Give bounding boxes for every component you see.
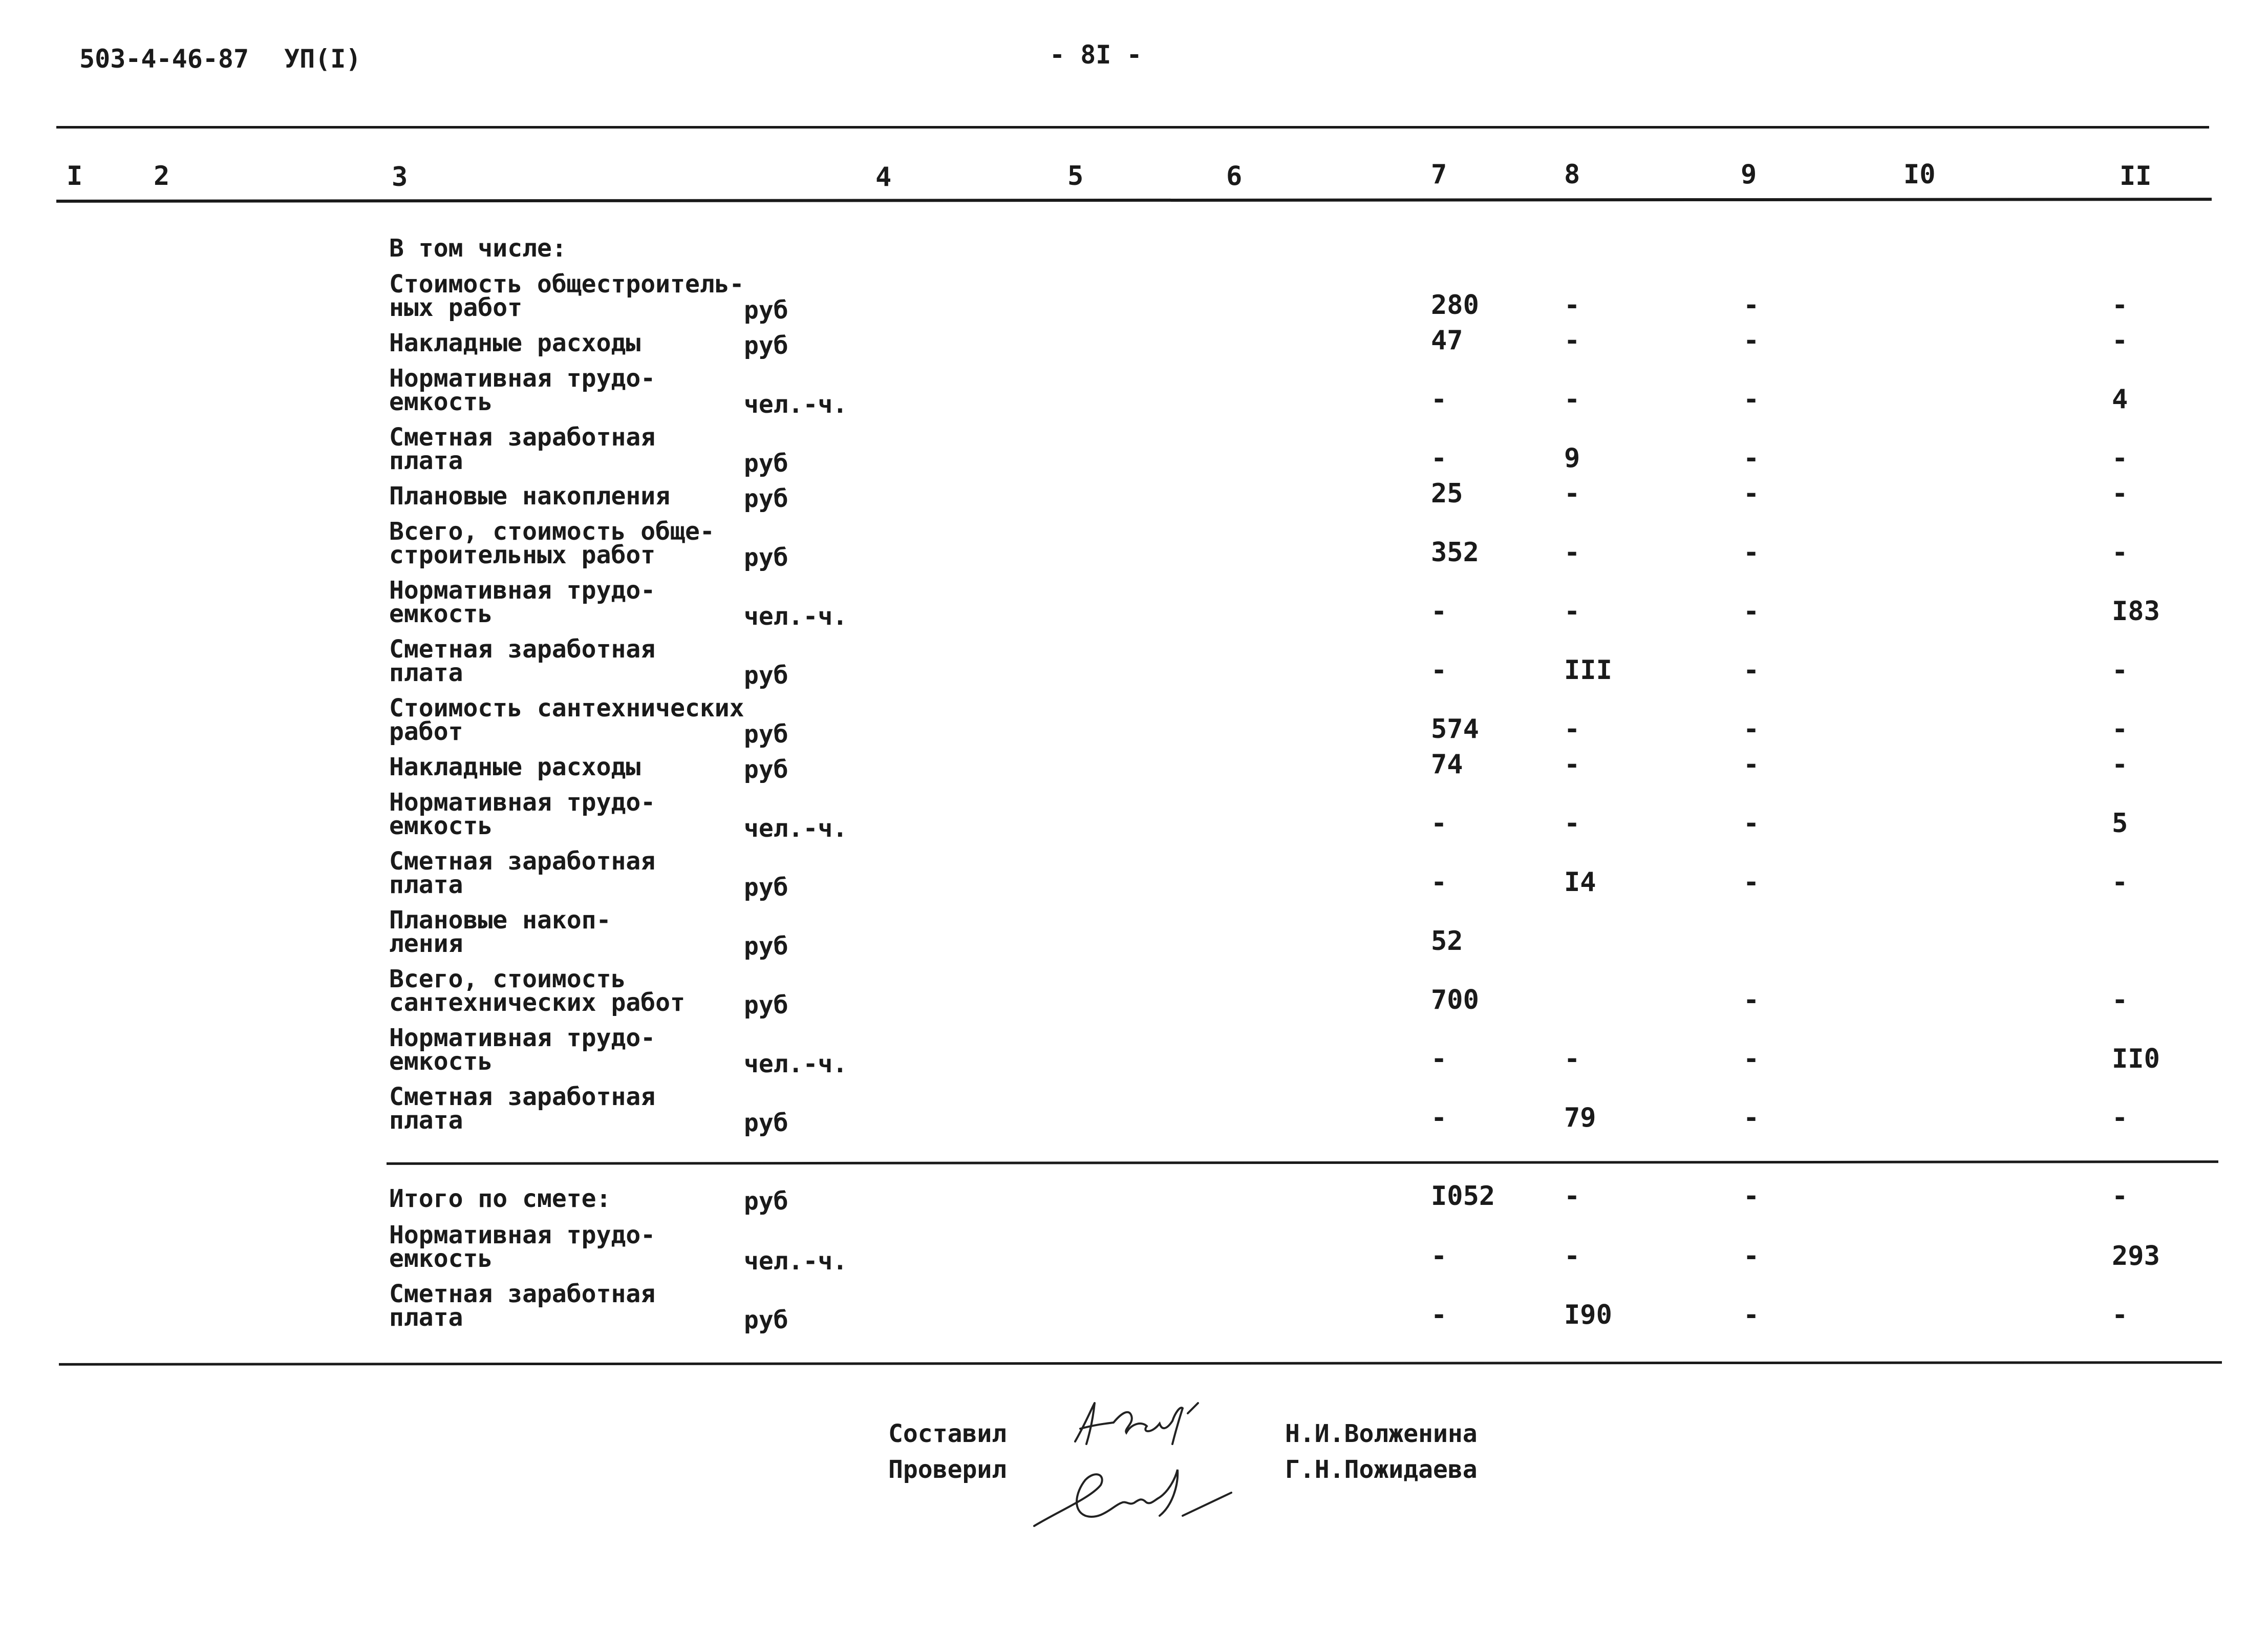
- row-label: Сметная заработная: [389, 1280, 656, 1308]
- row-label: плата: [389, 659, 463, 687]
- col7-value: 47: [1431, 325, 1463, 356]
- col7-value: -: [1431, 1102, 1447, 1133]
- row-label: емкость: [389, 1047, 493, 1076]
- col11-value: -: [2112, 714, 2128, 745]
- col7-value: -: [1431, 1300, 1447, 1330]
- checked-by-label: Проверил: [888, 1455, 1007, 1484]
- col9-value: -: [1743, 478, 1760, 509]
- row-unit: руб: [744, 755, 788, 784]
- col11-value: -: [2112, 749, 2128, 780]
- row-label: плата: [389, 447, 463, 475]
- row-label: Стоимость сантехнических: [389, 694, 744, 723]
- col9-value: -: [1743, 596, 1760, 627]
- col11-value: -: [2112, 867, 2128, 898]
- col9-value: -: [1743, 1181, 1760, 1212]
- col9-value: -: [1743, 1300, 1760, 1330]
- col9-value: -: [1743, 655, 1760, 686]
- page-number: - 8I -: [1050, 40, 1142, 70]
- row-unit: чел.-ч.: [744, 814, 848, 843]
- row-label: плата: [389, 871, 463, 899]
- row-label: Плановые накопления: [389, 482, 671, 511]
- col9-value: -: [1743, 985, 1760, 1015]
- col8-value: -: [1564, 1044, 1580, 1074]
- col9-value: -: [1743, 867, 1760, 898]
- row-label: Всего, стоимость обще-: [389, 517, 715, 546]
- col8-value: -: [1564, 749, 1580, 780]
- row-label: Сметная заработная: [389, 423, 656, 452]
- column-number: 8: [1564, 159, 1580, 190]
- col11-value: -: [2112, 443, 2128, 474]
- col11-value: -: [2112, 478, 2128, 509]
- col11-value: -: [2112, 985, 2128, 1015]
- row-unit: чел.-ч.: [744, 390, 848, 419]
- column-number: 3: [392, 162, 408, 193]
- row-label: Плановые накоп-: [389, 906, 611, 935]
- col7-value: -: [1431, 596, 1447, 627]
- row-label: строительных работ: [389, 541, 656, 569]
- col9-value: -: [1743, 808, 1760, 839]
- col7-value: 352: [1431, 537, 1479, 568]
- row-label: плата: [389, 1303, 463, 1332]
- row-label: Нормативная трудо-: [389, 788, 656, 817]
- row-label: емкость: [389, 1244, 493, 1273]
- col8-value: -: [1564, 1241, 1580, 1271]
- row-label: Всего, стоимость: [389, 965, 626, 993]
- row-unit: руб: [744, 991, 788, 1020]
- col9-value: -: [1743, 325, 1760, 356]
- row-unit: руб: [744, 1109, 788, 1137]
- col11-value: -: [2112, 655, 2128, 686]
- col9-value: -: [1743, 1044, 1760, 1074]
- col8-value: 79: [1564, 1102, 1596, 1133]
- row-label: Сметная заработная: [389, 847, 656, 876]
- compiled-by-label: Составил: [888, 1419, 1007, 1448]
- col9-value: -: [1743, 1241, 1760, 1271]
- column-number: 4: [875, 162, 892, 193]
- row-unit: руб: [744, 296, 788, 325]
- col8-value: I4: [1564, 867, 1596, 898]
- col7-value: -: [1431, 1044, 1447, 1074]
- row-unit: руб: [744, 1306, 788, 1334]
- row-label: Накладные расходы: [389, 329, 641, 357]
- col7-value: I052: [1431, 1181, 1495, 1212]
- col9-value: -: [1743, 749, 1760, 780]
- row-unit: руб: [744, 932, 788, 961]
- col9-value: -: [1743, 537, 1760, 568]
- col7-value: -: [1431, 384, 1447, 415]
- header-bottom-rule: [56, 198, 2212, 203]
- col11-value: 293: [2112, 1241, 2160, 1271]
- compiled-by-name: Н.И.Волженина: [1285, 1419, 1478, 1448]
- col7-value: -: [1431, 655, 1447, 686]
- row-unit: чел.-ч.: [744, 1247, 848, 1276]
- intro-label: В том числе:: [389, 234, 567, 263]
- column-number: 5: [1067, 161, 1084, 192]
- col9-value: -: [1743, 290, 1760, 321]
- col11-value: -: [2112, 1300, 2128, 1330]
- col9-value: -: [1743, 443, 1760, 474]
- row-label: работ: [389, 717, 463, 746]
- row-unit: руб: [744, 720, 788, 749]
- document-section: УП(I): [284, 44, 361, 74]
- row-unit: руб: [744, 331, 788, 360]
- row-label: Нормативная трудо-: [389, 576, 656, 605]
- document-code: 503-4-46-87: [79, 44, 249, 74]
- col8-value: -: [1564, 290, 1580, 321]
- col8-value: -: [1564, 537, 1580, 568]
- col8-value: III: [1564, 655, 1612, 686]
- col8-value: -: [1564, 596, 1580, 627]
- col7-value: -: [1431, 1241, 1447, 1271]
- column-number: 7: [1431, 159, 1447, 190]
- row-label: сантехнических работ: [389, 988, 685, 1017]
- row-unit: руб: [744, 661, 788, 690]
- col9-value: -: [1743, 384, 1760, 415]
- row-label: Накладные расходы: [389, 753, 641, 781]
- row-label: емкость: [389, 812, 493, 840]
- col8-value: -: [1564, 1181, 1580, 1212]
- col11-value: -: [2112, 1181, 2128, 1212]
- row-label: ных работ: [389, 293, 523, 322]
- column-number: 6: [1226, 161, 1243, 192]
- col7-value: -: [1431, 808, 1447, 839]
- row-unit: руб: [744, 543, 788, 572]
- row-unit: чел.-ч.: [744, 602, 848, 631]
- col7-value: 52: [1431, 926, 1463, 957]
- col8-value: I90: [1564, 1300, 1612, 1330]
- row-label: Сметная заработная: [389, 635, 656, 664]
- col11-value: -: [2112, 290, 2128, 321]
- col8-value: -: [1564, 478, 1580, 509]
- col7-value: -: [1431, 867, 1447, 898]
- col9-value: -: [1743, 1102, 1760, 1133]
- col7-value: 574: [1431, 714, 1479, 745]
- column-number: 9: [1741, 159, 1757, 190]
- column-number: I0: [1903, 159, 1936, 190]
- row-label: Нормативная трудо-: [389, 1024, 656, 1052]
- col11-value: -: [2112, 325, 2128, 356]
- column-number: II: [2120, 161, 2152, 192]
- row-unit: руб: [744, 1187, 788, 1216]
- col11-value: I83: [2112, 596, 2160, 627]
- col7-value: 700: [1431, 985, 1479, 1015]
- col11-value: -: [2112, 537, 2128, 568]
- row-unit: руб: [744, 484, 788, 513]
- col7-value: -: [1431, 443, 1447, 474]
- row-label: Стоимость общестроитель-: [389, 270, 744, 299]
- row-label: емкость: [389, 388, 493, 416]
- col8-value: 9: [1564, 443, 1580, 474]
- row-label: Нормативная трудо-: [389, 364, 656, 393]
- col11-value: 4: [2112, 384, 2128, 415]
- col8-value: -: [1564, 714, 1580, 745]
- row-unit: чел.-ч.: [744, 1050, 848, 1078]
- signature-checked: [1029, 1449, 1244, 1539]
- row-label: Нормативная трудо-: [389, 1221, 656, 1249]
- row-label: плата: [389, 1106, 463, 1135]
- row-label: Итого по смете:: [389, 1184, 611, 1213]
- col11-value: 5: [2112, 808, 2128, 839]
- col8-value: -: [1564, 384, 1580, 415]
- row-label: Сметная заработная: [389, 1083, 656, 1111]
- column-number: I: [67, 161, 83, 192]
- col7-value: 25: [1431, 478, 1463, 509]
- top-rule: [56, 126, 2209, 129]
- col11-value: II0: [2112, 1044, 2160, 1074]
- checked-by-name: Г.Н.Пожидаева: [1285, 1455, 1478, 1484]
- col11-value: -: [2112, 1102, 2128, 1133]
- row-unit: руб: [744, 449, 788, 478]
- bottom-rule: [59, 1361, 2222, 1366]
- row-label: емкость: [389, 600, 493, 628]
- row-unit: руб: [744, 873, 788, 902]
- row-label: ления: [389, 929, 463, 958]
- column-number: 2: [154, 161, 170, 192]
- col8-value: -: [1564, 808, 1580, 839]
- col8-value: -: [1564, 325, 1580, 356]
- col7-value: 74: [1431, 749, 1463, 780]
- col9-value: -: [1743, 714, 1760, 745]
- totals-separator-rule: [387, 1160, 2218, 1165]
- col7-value: 280: [1431, 290, 1479, 321]
